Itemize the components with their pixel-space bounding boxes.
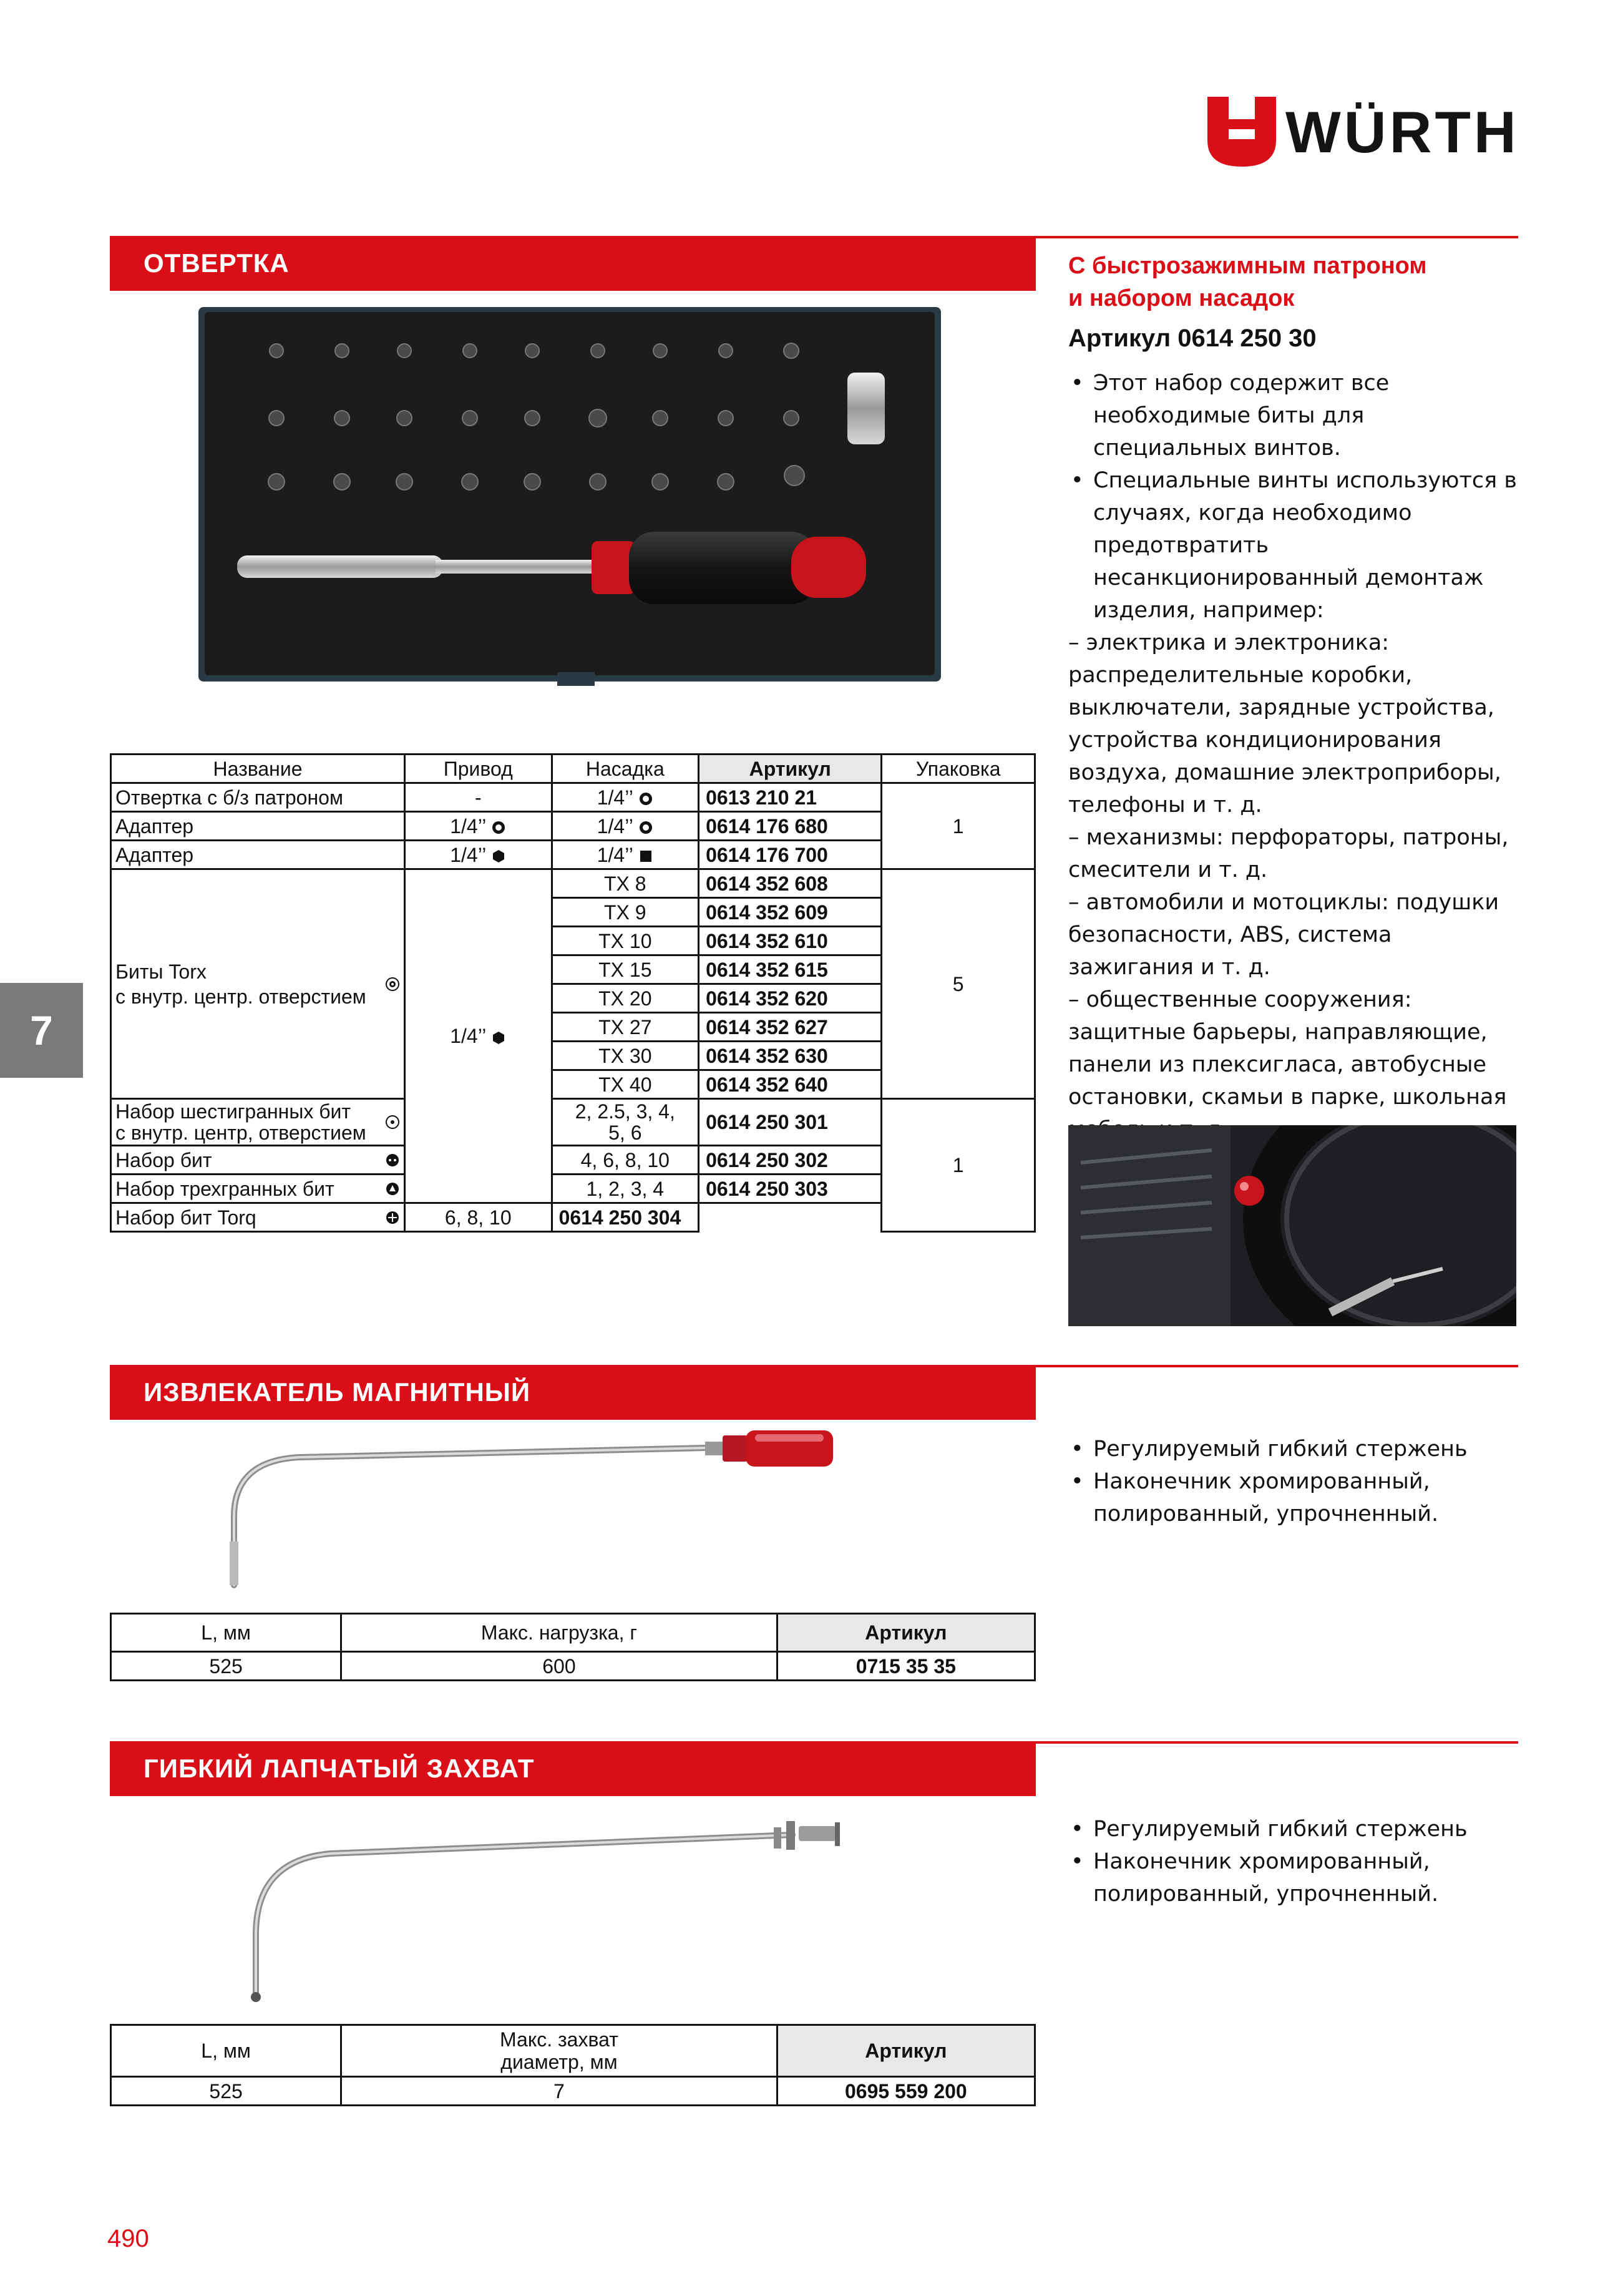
square-drive-icon xyxy=(638,849,653,864)
wurth-logo xyxy=(1207,97,1523,167)
cell-bit: TX 40 xyxy=(552,1070,699,1099)
set-name: Набор бит Torq xyxy=(115,1206,256,1229)
cell-name: Адаптер xyxy=(111,812,405,841)
hex-drive-icon xyxy=(491,849,506,864)
header-rule xyxy=(1036,236,1518,238)
product-article-number: Артикул 0614 250 30 xyxy=(1068,325,1317,352)
specification-table xyxy=(110,753,1036,1233)
hex-socket-icon xyxy=(638,820,653,835)
cell-article: 0614 250 301 xyxy=(699,1099,882,1146)
chapter-tab: 7 xyxy=(0,983,83,1078)
flexible-grabber-table xyxy=(110,2024,1036,2106)
hex-bit-line2: 5, 6 xyxy=(608,1121,642,1144)
column-header: Артикул xyxy=(699,755,882,783)
section-header-screwdriver xyxy=(110,236,1036,291)
magnetic-pickup-table xyxy=(110,1613,1036,1681)
detail-line: – общественные сооружения: защитные барьеры, направляющие, панели из плексигласа, автобусные остановки, скамьи в парке, школьная xyxy=(1068,987,1507,1110)
cell-article: 0614 352 640 xyxy=(699,1070,882,1099)
cell-package: 1 xyxy=(882,1099,1035,1232)
table-row xyxy=(111,1099,1035,1146)
cell-bit: TX 27 xyxy=(552,1013,699,1042)
cell-drive xyxy=(405,841,552,869)
section-header-magnetic-pickup xyxy=(110,1365,1036,1420)
feature-list xyxy=(1068,1433,1518,1530)
product-subtitle-line2: и набором насадок xyxy=(1068,285,1295,311)
cell-name xyxy=(111,1146,405,1175)
feature-list xyxy=(1068,367,1518,627)
table-row xyxy=(111,1652,1035,1681)
hex-socket-icon xyxy=(638,791,653,806)
spanner-bit-icon xyxy=(385,1153,400,1168)
column-header: Артикул xyxy=(777,1614,1035,1652)
hex-name-line2: с внутр. центр, отверстием xyxy=(115,1121,366,1144)
table-header-row xyxy=(111,755,1035,783)
list-item: • Наконечник хромированный, полированный, упрочненный. xyxy=(1068,1845,1518,1910)
cell-bit: TX 9 xyxy=(552,898,699,927)
column-header: Насадка xyxy=(552,755,699,783)
cell-name xyxy=(111,1203,405,1232)
cell-article: 0614 352 620 xyxy=(699,984,882,1013)
cell-bit-text: 1/4’’ xyxy=(597,843,633,866)
cell-bit xyxy=(552,783,699,812)
cell-bit: TX 15 xyxy=(552,955,699,984)
column-header: Привод xyxy=(405,755,552,783)
cell-length: 525 xyxy=(111,2077,341,2106)
section-title: ОТВЕРТКА xyxy=(144,248,290,278)
cell-name xyxy=(111,1175,405,1203)
cell-name xyxy=(111,1099,405,1146)
cell-article: 0614 352 630 xyxy=(699,1042,882,1070)
set-name: Набор бит xyxy=(115,1148,212,1171)
cell-bit: 6, 8, 10 xyxy=(405,1203,552,1232)
cell-bit: TX 30 xyxy=(552,1042,699,1070)
list-item: • Регулируемый гибкий стержень xyxy=(1068,1433,1518,1465)
cell-bit: TX 20 xyxy=(552,984,699,1013)
torx-hole-icon xyxy=(385,977,400,992)
cell-article: 0614 352 608 xyxy=(699,869,882,898)
cell-grip: 7 xyxy=(341,2077,777,2106)
detail-line: – механизмы: перфораторы, патроны, смесители и т. д. xyxy=(1068,825,1509,882)
cell-bit xyxy=(552,812,699,841)
cell-article: 0614 176 700 xyxy=(699,841,882,869)
hex-socket-icon xyxy=(491,820,506,835)
header-line2: диаметр, мм xyxy=(500,2051,618,2073)
list-item: • Этот набор содержит все необходимые биты для специальных винтов. xyxy=(1068,367,1518,464)
column-header: Макс. нагрузка, г xyxy=(341,1614,777,1652)
cell-drive xyxy=(405,869,552,1203)
cell-bit: TX 8 xyxy=(552,869,699,898)
cell-article: 0614 250 302 xyxy=(699,1146,882,1175)
header-rule xyxy=(1036,1365,1518,1367)
section-title: ГИБКИЙ ЛАПЧАТЫЙ ЗАХВАТ xyxy=(144,1754,535,1783)
cell-article: 0614 176 680 xyxy=(699,812,882,841)
magnetic-pickup-features xyxy=(1068,1433,1518,1530)
flexible-grabber-features xyxy=(1068,1813,1518,1910)
cell-bit-text: 1/4’’ xyxy=(597,786,633,809)
hex-name-line1: Набор шестигранных бит xyxy=(115,1100,351,1123)
hex-bit-line1: 2, 2.5, 3, 4, xyxy=(575,1100,675,1123)
tri-wing-icon xyxy=(385,1181,400,1196)
cell-article: 0614 352 627 xyxy=(699,1013,882,1042)
product-description xyxy=(1068,367,1518,1146)
cell-name: Отвертка с б/з патроном xyxy=(111,783,405,812)
cell-package: 5 xyxy=(882,869,1035,1099)
cell-article: 0715 35 35 xyxy=(777,1652,1035,1681)
table-row xyxy=(111,2077,1035,2106)
hex-drive-icon xyxy=(491,1030,506,1045)
cell-drive xyxy=(405,812,552,841)
section-header-flexible-grabber xyxy=(110,1741,1036,1796)
table-header-row xyxy=(111,1614,1035,1652)
detail-line: – автомобили и мотоциклы: подушки безопасности, ABS, система зажигания и т. д. xyxy=(1068,890,1499,980)
cell-drive: - xyxy=(405,783,552,812)
cell-bit: 1, 2, 3, 4 xyxy=(552,1175,699,1203)
cell-article: 0614 352 609 xyxy=(699,898,882,927)
cell-article: 0614 250 303 xyxy=(699,1175,882,1203)
cell-article: 0613 210 21 xyxy=(699,783,882,812)
column-header: Упаковка xyxy=(882,755,1035,783)
magnetic-pickup-image xyxy=(218,1429,842,1598)
cell-drive-text: 1/4’’ xyxy=(450,843,487,866)
table-header-row xyxy=(111,2025,1035,2077)
brand-name: WÜRTH xyxy=(1285,99,1519,165)
header-line1: Макс. захват xyxy=(500,2028,618,2051)
table-row xyxy=(111,783,1035,812)
cell-bit: TX 10 xyxy=(552,927,699,955)
cell-length: 525 xyxy=(111,1652,341,1681)
cell-article: 0614 352 610 xyxy=(699,927,882,955)
table-row xyxy=(111,869,1035,898)
column-header: L, мм xyxy=(111,1614,341,1652)
cell-bit xyxy=(552,841,699,869)
list-item: • Регулируемый гибкий стержень xyxy=(1068,1813,1518,1845)
list-item: • Специальные винты используются в случаях, когда необходимо предотвратить несанкционированный демонтаж изделия, например: xyxy=(1068,464,1518,627)
cell-bit-text: 1/4’’ xyxy=(597,814,633,838)
hex-hole-icon xyxy=(385,1115,400,1130)
section-title: ИЗВЛЕКАТЕЛЬ МАГНИТНЫЙ xyxy=(144,1377,531,1407)
car-interior-photo xyxy=(1068,1125,1516,1326)
cell-drive-text: 1/4’’ xyxy=(450,814,487,838)
column-header: Артикул xyxy=(777,2025,1035,2077)
torq-set-icon xyxy=(385,1210,400,1225)
header-rule xyxy=(1036,1741,1518,1744)
cell-article: 0695 559 200 xyxy=(777,2077,1035,2106)
torx-name-line1: Биты Torx xyxy=(115,960,207,983)
product-subtitle-line1: С быстрозажимным патроном xyxy=(1068,253,1427,279)
cell-article: 0614 352 615 xyxy=(699,955,882,984)
column-header xyxy=(341,2025,777,2077)
flexible-grabber-image xyxy=(237,1816,861,2003)
column-header: Название xyxy=(111,755,405,783)
list-item: • Наконечник хромированный, полированный, упрочненный. xyxy=(1068,1465,1518,1530)
cell-bit xyxy=(552,1099,699,1146)
cell-article: 0614 250 304 xyxy=(552,1203,699,1232)
page-number: 490 xyxy=(107,2225,149,2252)
feature-list xyxy=(1068,1813,1518,1910)
detail-line: – электрика и электроника: распределительные коробки, выключатели, зарядные устройства, устройства кондиционирования воздуха, домашние электроприборы, телефоны и т. д. xyxy=(1068,630,1501,818)
cell-name xyxy=(111,869,405,1099)
column-header: L, мм xyxy=(111,2025,341,2077)
set-name: Набор трехгранных бит xyxy=(115,1177,334,1200)
torx-name-line2: с внутр. центр. отверстием xyxy=(115,985,366,1008)
wurth-logo-mark xyxy=(1207,97,1276,167)
cell-load: 600 xyxy=(341,1652,777,1681)
cell-bit: 4, 6, 8, 10 xyxy=(552,1146,699,1175)
cell-name: Адаптер xyxy=(111,841,405,869)
cell-package: 1 xyxy=(882,783,1035,869)
screwdriver-set-image xyxy=(198,307,941,689)
torx-drive-text: 1/4’’ xyxy=(450,1025,487,1047)
